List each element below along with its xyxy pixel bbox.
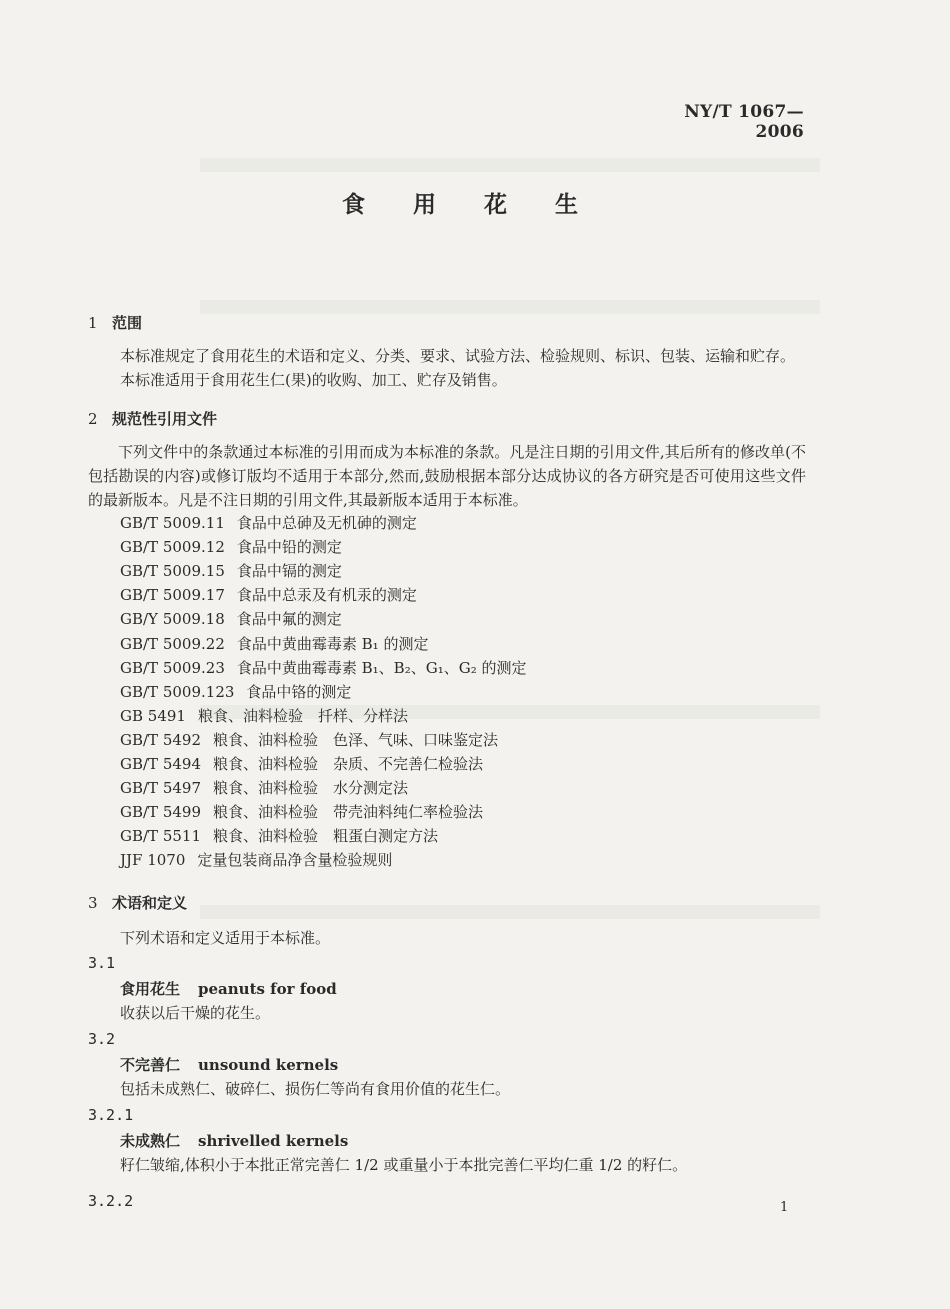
reference-title: 粮食、油料检验 水分测定法 bbox=[213, 779, 409, 798]
show-through-artifact bbox=[200, 158, 820, 172]
reference-item bbox=[120, 705, 408, 726]
section-number: 1 bbox=[88, 314, 98, 332]
reference-item bbox=[120, 753, 483, 774]
reference-title: 粮食、油料检验 色泽、气味、口味鉴定法 bbox=[213, 730, 499, 749]
reference-title: 食品中黄曲霉毒素 B₁ 的测定 bbox=[236, 634, 429, 653]
reference-item bbox=[120, 536, 342, 557]
reference-title: 粮食、油料检验 带壳油料纯仁率检验法 bbox=[213, 803, 484, 822]
reference-code: GB 5491 bbox=[120, 706, 186, 725]
term-zh: 食用花生 bbox=[120, 980, 181, 998]
term-heading bbox=[120, 1054, 338, 1075]
term-number: 3.2 bbox=[88, 1030, 116, 1048]
section-heading bbox=[88, 408, 217, 429]
term-definition: 包括未成熟仁、破碎仁、损伤仁等尚有食用价值的花生仁。 bbox=[120, 1080, 511, 1098]
reference-code: GB/T 5497 bbox=[120, 779, 202, 798]
reference-title: 食品中氟的测定 bbox=[236, 610, 342, 629]
reference-title: 食品中黄曲霉毒素 B₁、B₂、G₁、G₂ 的测定 bbox=[236, 658, 527, 677]
show-through-artifact bbox=[200, 905, 820, 919]
reference-code: GB/T 5009.11 bbox=[120, 514, 225, 532]
section-number: 3 bbox=[88, 894, 98, 912]
show-through-artifact bbox=[200, 300, 820, 314]
reference-item bbox=[120, 560, 342, 581]
section-heading bbox=[88, 892, 187, 913]
section-title: 范围 bbox=[112, 314, 143, 332]
term-en: shrivelled kernels bbox=[198, 1132, 349, 1150]
section-title: 规范性引用文件 bbox=[112, 410, 218, 428]
term-number: 3.1 bbox=[88, 954, 116, 972]
term-en: peanuts for food bbox=[198, 980, 337, 998]
document-code: NY/T 1067—2006 bbox=[684, 102, 804, 142]
section-heading bbox=[88, 312, 142, 333]
reference-item bbox=[120, 801, 483, 822]
reference-item bbox=[120, 681, 351, 702]
reference-code: JJF 1070 bbox=[120, 851, 186, 870]
reference-title: 粮食、油料检验 粗蛋白测定方法 bbox=[213, 827, 439, 846]
document-title: 食 用 花 生 bbox=[341, 191, 599, 218]
reference-title: 食品中铅的测定 bbox=[236, 538, 342, 557]
reference-code: GB/T 5009.22 bbox=[120, 634, 225, 653]
reference-code: GB/T 5499 bbox=[120, 803, 202, 822]
reference-title: 粮食、油料检验 杂质、不完善仁检验法 bbox=[213, 755, 484, 773]
reference-title: 粮食、油料检验 扦样、分样法 bbox=[197, 706, 408, 725]
reference-item bbox=[120, 584, 417, 605]
page-number: 1 bbox=[780, 1200, 789, 1215]
term-definition: 籽仁皱缩,体积小于本批正常完善仁 1/2 或重量小于本批完善仁平均仁重 1/2 的籽仁。 bbox=[120, 1156, 688, 1174]
reference-item bbox=[120, 825, 438, 846]
reference-item bbox=[120, 608, 342, 629]
reference-code: GB/T 5511 bbox=[120, 827, 202, 846]
reference-title: 定量包装商品净含量检验规则 bbox=[197, 851, 393, 870]
term-zh: 不完善仁 bbox=[120, 1056, 181, 1074]
reference-code: GB/T 5009.23 bbox=[120, 658, 225, 677]
term-heading bbox=[120, 1130, 348, 1151]
reference-item bbox=[120, 633, 428, 654]
term-en: unsound kernels bbox=[198, 1056, 339, 1074]
reference-code: GB/T 5009.17 bbox=[120, 586, 225, 605]
paragraph: 本标准适用于食用花生仁(果)的收购、加工、贮存及销售。 bbox=[120, 371, 507, 389]
reference-code: GB/T 5009.15 bbox=[120, 562, 225, 581]
reference-title: 食品中镉的测定 bbox=[236, 562, 342, 581]
reference-item bbox=[120, 729, 498, 750]
paragraph: 下列术语和定义适用于本标准。 bbox=[120, 929, 331, 947]
reference-item bbox=[120, 849, 392, 870]
paragraph: 本标准规定了食用花生的术语和定义、分类、要求、试验方法、检验规则、标识、包装、运输和贮存。 bbox=[120, 347, 796, 365]
reference-code: GB/T 5494 bbox=[120, 755, 202, 773]
reference-title: 食品中总汞及有机汞的测定 bbox=[236, 586, 417, 605]
reference-title: 食品中总砷及无机砷的测定 bbox=[236, 514, 417, 532]
reference-item bbox=[120, 512, 417, 533]
reference-title: 食品中铬的测定 bbox=[246, 682, 352, 701]
term-definition: 收获以后干燥的花生。 bbox=[120, 1004, 271, 1022]
reference-item bbox=[120, 657, 526, 678]
term-zh: 未成熟仁 bbox=[120, 1132, 181, 1150]
term-number: 3.2.2 bbox=[88, 1192, 134, 1210]
reference-code: GB/T 5492 bbox=[120, 730, 202, 749]
reference-code: GB/T 5009.12 bbox=[120, 538, 225, 557]
term-number: 3.2.1 bbox=[88, 1106, 134, 1124]
reference-item bbox=[120, 777, 408, 798]
reference-code: GB/T 5009.123 bbox=[120, 682, 235, 701]
paragraph: 下列文件中的条款通过本标准的引用而成为本标准的条款。凡是注日期的引用文件,其后所有的修改单(不包括勘误的内容)或修订版均不适用于本部分,然而,鼓励根据本部分达成协议的各方研究是否可使用这些文件的最新版本。凡是不注日期的引用文件,其最新版本适用于本标准。 bbox=[88, 443, 806, 509]
reference-code: GB/Y 5009.18 bbox=[120, 610, 225, 629]
section-title: 术语和定义 bbox=[112, 894, 188, 912]
section-number: 2 bbox=[88, 410, 98, 428]
term-heading bbox=[120, 978, 337, 999]
